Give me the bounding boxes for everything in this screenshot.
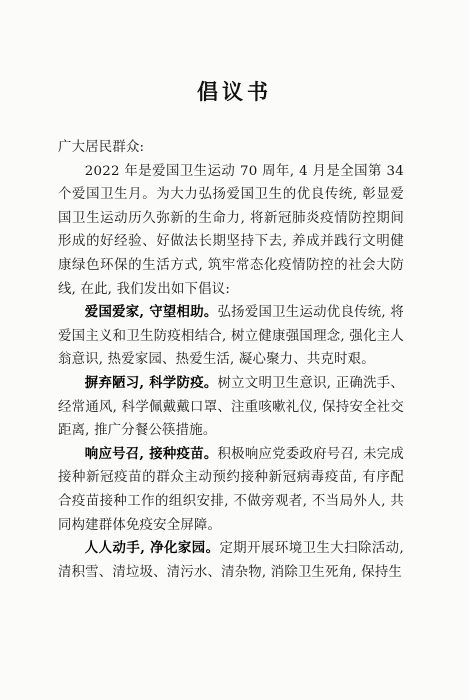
document-title: 倡议书	[197, 79, 272, 104]
paragraph-lead: 摒弃陋习, 科学防疫。	[84, 374, 218, 391]
paragraph-clean-home	[58, 537, 404, 584]
paragraph-lead: 人人动手, 净化家园。	[84, 540, 220, 557]
paragraph-text: 2022 年是爱国卫生运动 70 周年, 4 月是全国第 34 个爱国卫生月。为大力弘扬爱国卫生的优良传统, 彰显爱国卫生运动历久弥新的生命力, 将新冠肺炎疫情防控期间形成的好经验、好做法长期坚持下去, 养成并践行文明健康绿色环保的生活方式, 筑牢常态化疫情防控的社会大防线, 在此, 我们发出如下倡议:	[58, 163, 404, 297]
paragraph-vaccination	[58, 443, 404, 537]
paragraph-text: 定期开展环境卫生大扫除活动, 清积雪、清垃圾、清污水、清杂物, 消除卫生死角, 保持生	[58, 541, 404, 580]
paragraph-text: 弘扬爱国卫生运动优良传统, 将爱国主义和卫生防疫相结合, 树立健康强国理念, 强化主人翁意识, 热爱家园、热爱生活, 凝心聚力、共克时艰。	[58, 305, 404, 368]
paragraph-lead: 爱国爱家, 守望相助。	[84, 304, 218, 321]
paragraph-lead: 响应号召, 接种疫苗。	[84, 445, 218, 462]
greeting-line: 广大居民群众:	[58, 140, 145, 155]
paragraph-intro	[58, 160, 404, 302]
paragraph-text: 树立文明卫生意识, 正确洗手、经常通风, 科学佩戴戴口罩、注重咳嗽礼仪, 保持安全社交距离, 推广分餐公筷措施。	[58, 375, 404, 439]
paragraph-scientific-prevention	[58, 372, 404, 443]
paragraph-text: 积极响应党委政府号召, 未完成接种新冠疫苗的群众主动预约接种新冠病毒疫苗, 有序配合疫苗接种工作的组织安排, 不做旁观者, 不当局外人, 共同构建群体免疫安全屏障。	[58, 446, 404, 533]
document-body	[58, 136, 404, 584]
paragraph-love-country	[58, 301, 404, 372]
